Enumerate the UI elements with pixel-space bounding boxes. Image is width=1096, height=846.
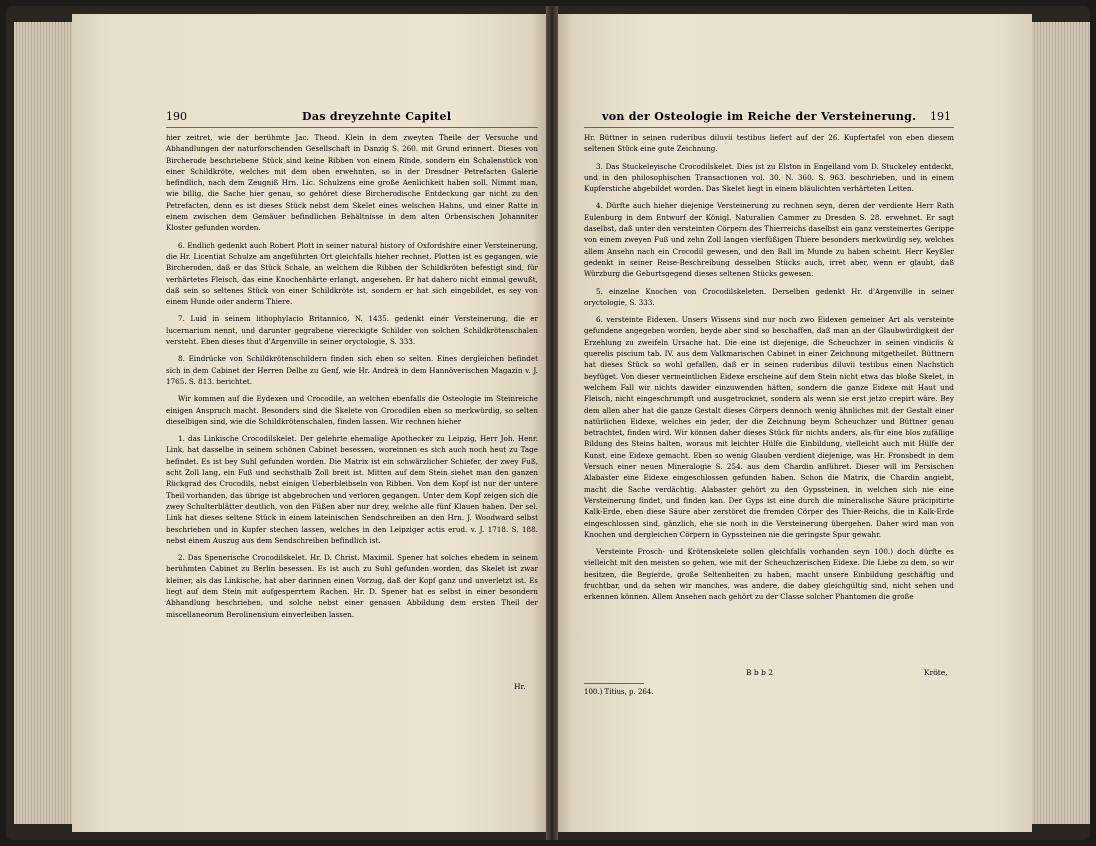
right-catchword: Kröte, (924, 668, 948, 677)
paragraph: 7. Luid in seinem lithophylacio Britannico, N. 1435. gedenkt einer Versteinerung, die er lucernarium nennt, und darunter gegrabene viereckigte Schilder von solchen Schildkrötenschalen versteht. Eben dieses thut d'Argenville in seiner oryctologie, S. 333. (166, 314, 538, 347)
paragraph: 2. Das Spenerische Crocodilskelet. Hr. D. Christ. Maximil. Spener hat solches ehedem in seinem berühmten Cabinet zu Berlin besessen. Es ist auch zu Suhl gefunden worden, das Skelet ist zwar kleiner, als das Linkische, hat aber darinnen einen Vorzug, daß der Kopf ganz und unverletzt ist. Es liegt auf dem Stein mit aufgesperrtem Rachen. Hr. D. Spener hat es selbst in einer besondern Abhandlung beschrieben, und solche nebst einer genauen Abbildung dem ersten Theil der miscellaneorum Berolinensium einverleiben lassen. (166, 553, 538, 619)
right-head-rule (584, 127, 954, 128)
footnote-rule (584, 683, 644, 684)
right-page-number: 191 (930, 110, 951, 123)
right-body-text (584, 132, 954, 609)
left-running-head: Das dreyzehnte Capitel (302, 110, 452, 123)
left-page-edges (14, 22, 74, 824)
left-body-text (166, 132, 538, 626)
signature-mark: B b b 2 (746, 668, 774, 677)
paragraph: Wir kommen auf die Eydexen und Crocodile, an welchen ebenfalls die Osteologie im Steinreiche einigen Anspruch macht. Besonders sind die Skelete von Crocodilen eben so merkwürdig, so selten dieselbigen sind, wie die Schildkrötenschalen, finden lassen. Wir rechnen hieher (166, 394, 538, 426)
paragraph: 4. Dürfte auch hieher diejenige Versteinerung zu rechnen seyn, deren der verdiente Herr Rath Eulenburg in dem Entwurf der Königl. Naturalien Cammer zu Dresden S. 28. erwehnet. Er sagt daselbst, daß unter den versteinten Cörpern des Thierreichs daselbst ein ganz versteinertes Gerippe von einem zweyen Fuß und zehn Zoll langen vierfüßigen Thiere besonders merkwürdig sey, welches allem Ansehn nach ein Crocodil gewesen, und den Ball im Munde zu haben scheint. Herr Keyßler gedenkt in seiner Reise-Beschreibung desselben Stücks auch, irret aber, wenn er glaubt, daß Würzburg die Geburtsgegend dieses seltenen Stücks gewesen. (584, 201, 954, 279)
paragraph: 1. das Linkische Crocodilskelet. Der gelehrte ehemalige Apothecker zu Leipzig, Herr Joh. Henr. Link, hat dasselbe in seinem schönen Cabinet besessen, woreinnen es sich auch noch heut zu Tage befindet. Es ist bey Suhl gefunden worden. Die Matrix ist ein schwärzlicher Schiefer, der zwey Fuß, acht Zoll lang, ein Fuß und sechsthalb Zoll breit ist. Mitten auf dem Stein siehet man den ganzen Rückgrad des Crocodils, nebst einigen Ueberbleibseln von Ribben. Von dem Kopf ist nur der untere Theil vorhanden, das übrige ist abgebrochen und verloren gegangen. Unter dem Kopf zeigen sich die zwey Schulterblätter deutlich, von den Füßen aber nur drey, welche alle fünf Klauen haben. Der sel. Link hat dieses seltene Stück in einem lateinischen Sendschreiben an den Hrn. J. Woodward selbst beschrieben und in Kupfer stechen lassen, welches in den Leipziger actis erud. v. J. 1718. S. 188. nebst einem Auszug aus dem Sendschreiben befindlich ist. (166, 434, 538, 545)
left-page-number: 190 (166, 110, 187, 123)
right-running-head: von der Osteologie im Reiche der Versteinerung. (602, 110, 917, 123)
paragraph: 3. Das Stuckeleyische Crocodilskelet. Dies ist zu Elston in Engelland vom D. Stuckeley entdeckt, und in den philosophischen Transactionen vol. 30. N. 360. S. 963. beschrieben, und in einem Kupferstiche abgebildet worden. Das Skelet liegt in einem bläulichten verhärteten Letten. (584, 161, 954, 194)
paragraph: hier zeitret, wie der berühmte Jac. Theod. Klein in dem zweyten Theile der Versuche und Abhandlungen der naturforschenden Gesellschaft in Danzig S. 260. mit Grund erinnert. Dieses von Bircherode beschriebene Stück sind keine Ribben von einem Rinde, sondern ein Schalenstück von einer Schildkröte, welches mit dem oben erwehnten, so in der Dresdner Petrefacten Galerie befindlich, nach dem Zeugniß Hrn. Lic. Schulzens eine große Aenlichkeit haben soll. Nimmt man, wie billig, die Sache hier genau, so gehöret diese Bircherodische Entdeckung gar nicht zu den Petrefacten, denn es ist dieses Stück nebst dem Skelet eines welschen Hahns, und einer Ratte in einem zwischen dem Gemäuer befindlichen Behältnisse in dem alten Orbensischen Johanniter Kloster gefunden worden. (166, 133, 538, 233)
book-gutter (546, 6, 558, 840)
book-spread (6, 6, 1090, 840)
paragraph: 8. Eindrücke von Schildkrötenschildern finden sich eben so selten. Eines dergleichen befindet sich in dem Cabinet der Herren Delhe zu Genf, wie Hr. Andreä in dem Hannöverischen Magazin v. J. 1765. S. 813. berichtet. (166, 354, 538, 386)
right-page-edges (1032, 22, 1090, 824)
paragraph: Versteinte Frosch- und Krötenskelete sollen gleichfalls vorhanden seyn 100.) doch dürfte es vielleicht mit den meisten so gehen, wie mit der Scheuchzerischen Eidexe. Die Liebe zu dem, so wir besitzen, die Begierde, große Seltenheiten zu haben, macht unsere Einbildung geschäftig und fruchtbar, und da sehen wir manches, was andere, die dabey gleichgültig sind, nicht sehen und erkennen können. Allem Ansehen nach gehört zu der Classe solcher Phantomen die große (584, 547, 954, 602)
paragraph: 5. einzelne Knochen von Crocodilskeleten. Derselben gedenkt Hr. d'Argenville in seiner oryctologie, S. 333. (584, 286, 954, 307)
paragraph: 6. Endlich gedenkt auch Robert Plott in seiner natural history of Oxfordshire einer Versteinerung, die Hr. Licentiat Schulze am angeführten Ort gleichfalls hieher rechnet. Plotten ist es gegangen, wie Bircheroden, daß er das Stück Schale, an welchem die Ribben der Schildkröten befestigt sind, für verhärtetes Fleisch, das eine Knochenhärte erlangt, angesehen. Er hat dahero nicht einmal gewußt, daß sein so seltenes Stück von einer Schildkröte ist, sondern er hat sich eingebildet, es sey von einem Hunde oder anderm Thiere. (166, 240, 538, 307)
left-catchword: Hr. (514, 682, 526, 691)
paragraph: Hr. Büttner in seinen ruderibus diluvii testibus liefert auf der 26. Kupfertafel von eben diesem seltenen Stück eine gute Zeichnung. (584, 133, 954, 154)
left-head-rule (166, 127, 538, 128)
paragraph: 6. versteinte Eidexen. Unsers Wissens sind nur noch zwo Eidexen gemeiner Art als versteinte gefundene angegeben worden, beyde aber sind so beschaffen, daß man an der Glaubwürdigkeit der Erzehlung zu zweifeln Ursache hat. Die eine ist diejenige, die Scheuchzer in seinen vindiciis & querelis piscium tab. IV. aus dem Valkmarischen Cabinet in einer Zeichnung mitgetheilet. Büttnern hat dieses Stück so wohl gefallen, daß er in seinen ruderibus diluvii testibus einen Nachstich beyfüget. Von dieser vermeintlichen Eidexe erscheine auf dem Stein nicht etwa das bloße Skelet, in welchem Fall wir nichts dawider einzuwenden hätten, sondern die ganze Eidexe mit Haut und Fleisch, nicht eingeschrumpft und ausgetrocknet, sondern als wenn sie erst jetzo crepirt wäre. Bey dem allen aber hat die ganze Gestalt dieses Cörpers dennoch wenig ähnliches mit der Gestalt einer natürlichen Eidexe, welches ein jeder, der die Zeichnung beym Scheuchzer und Büttner genau betrachtet, finden wird. Wir können daher dieses Stück für nichts anders, als für eine blos zufällige Bildung des Steins halten, woraus mit leichter Hülfe die Einbildung, vielleicht auch mit Hülfe der Kunst, eine Eidexe gemacht. Eben so wenig Glauben verdient diejenige, was Hr. Fronsbedt in dem Versuch einer neuen Mineralogie S. 254. aus dem Chardin anführet. Dieser will im Persischen Alabaster eine Eidexe eingeschlossen gefunden haben. Schon die Matrix, die Chardin angiebt, macht die Sache verdächtig. Alabaster gehört zu den Gypssteinen, in welchen sich nie eine Versteinerung findet, und finden kan. Der Gyps ist eine durch die mineralische Säure präcipitirte Kalk-Erde, eben diese Säure aber zerstöret die fremden Cörper des Thier-Reichs, die in Kalk-Erde eingeschlossen sind, gänzlich, ehe sie noch in die Versteinerung übergehen. Daher wird man von Knochen und dergleichen Cörpern in Gypssteinen nie die geringste Spur gewahr. (584, 315, 954, 539)
footnote: 100.) Titius, p. 264. (584, 688, 654, 696)
